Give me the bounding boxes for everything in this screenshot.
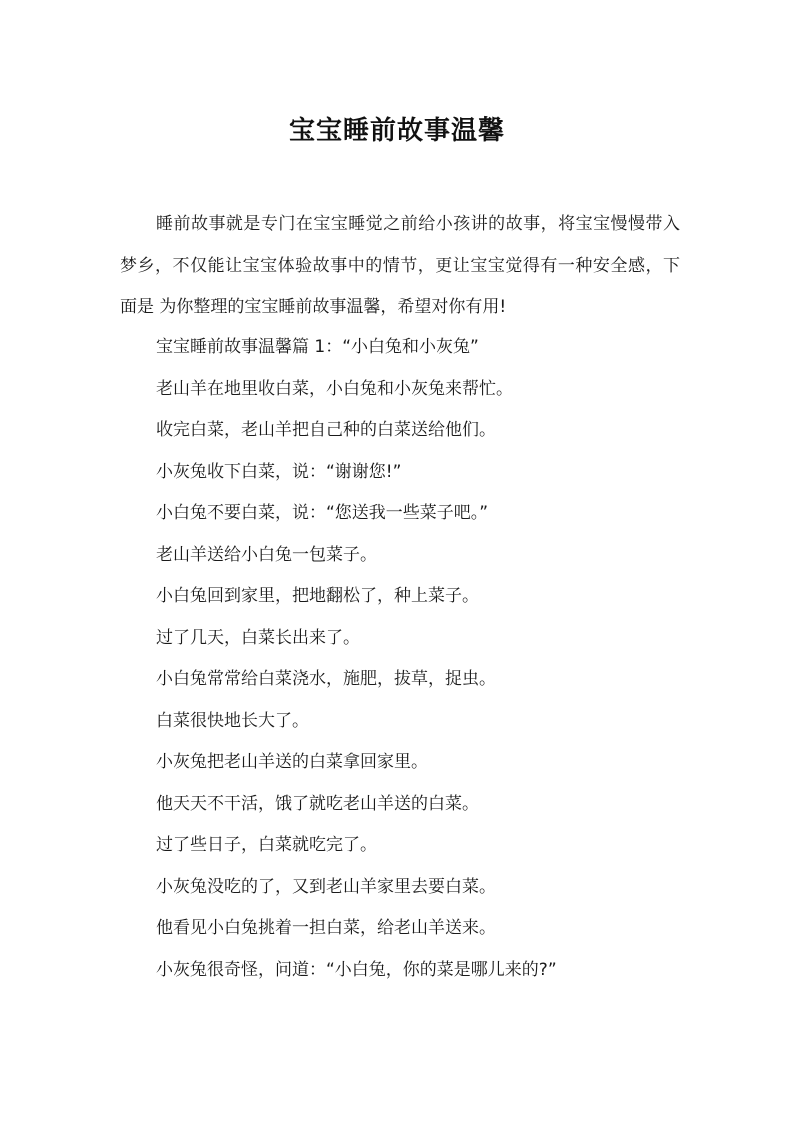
story-line: 收完白菜，老山羊把自己种的白菜送给他们。 <box>156 420 496 440</box>
intro-paragraph: 睡前故事就是专门在宝宝睡觉之前给小孩讲的故事，将宝宝慢慢带入梦乡，不仅能让宝宝体验故事中的情节，更让宝宝觉得有一种安全感，下面是 为你整理的宝宝睡前故事温馨，希望对你有用! <box>120 214 680 317</box>
story-line: 白菜很快地长大了。 <box>156 710 309 731</box>
story-line: 小白兔不要白菜，说：“您送我一些菜子吧。” <box>156 503 489 523</box>
story-line: 老山羊在地里收白菜，小白兔和小灰兔来帮忙。 <box>156 378 513 399</box>
story-lines <box>120 327 680 991</box>
story-line: 过了些日子，白菜就吃完了。 <box>156 835 377 855</box>
story-line: 他看见小白兔挑着一担白菜，给老山羊送来。 <box>156 918 496 938</box>
story-line: 过了几天，白菜长出来了。 <box>156 627 360 648</box>
story-line: 小白兔回到家里，把地翻松了，种上菜子。 <box>156 586 479 606</box>
story-line: 小灰兔很奇怪，问道：“小白兔，你的菜是哪儿来的?” <box>156 959 557 980</box>
story-line: 小灰兔把老山羊送的白菜拿回家里。 <box>156 752 428 772</box>
story-line: 小灰兔收下白菜，说：“谢谢您!” <box>156 461 402 482</box>
story-line: 宝宝睡前故事温馨篇 1：“小白兔和小灰兔” <box>156 337 479 357</box>
story-line: 小灰兔没吃的了，又到老山羊家里去要白菜。 <box>156 876 496 897</box>
document-title: 宝宝睡前故事温馨 <box>288 116 505 146</box>
story-line: 老山羊送给小白兔一包菜子。 <box>156 544 377 565</box>
story-line: 他天天不干活，饿了就吃老山羊送的白菜。 <box>156 793 479 814</box>
story-line: 小白兔常常给白菜浇水，施肥，拔草，捉虫。 <box>156 669 496 689</box>
